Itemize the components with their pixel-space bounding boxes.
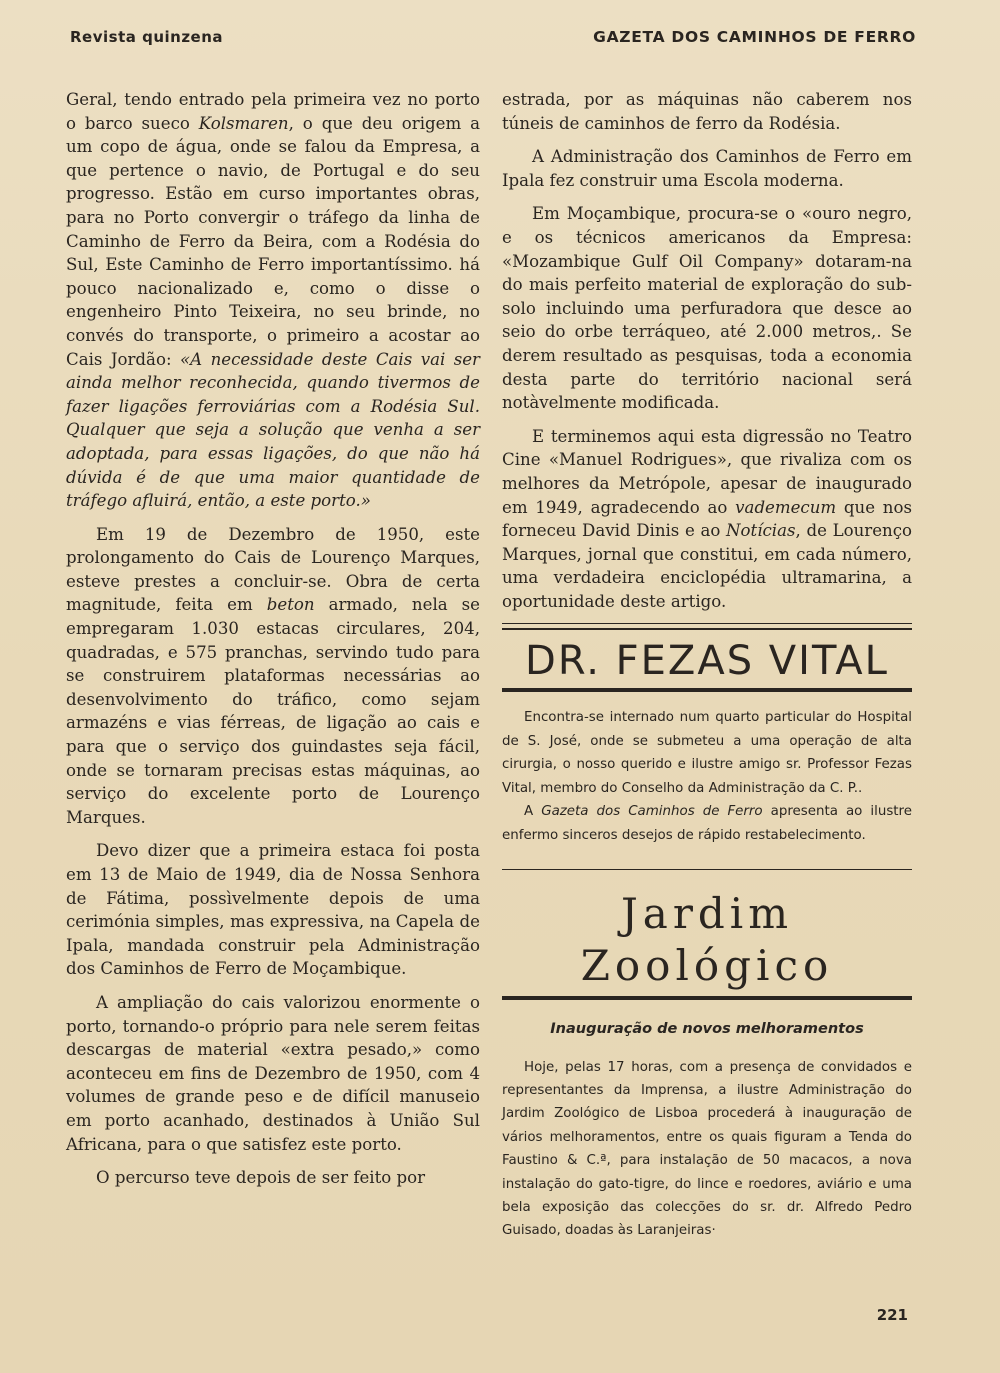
page-number: 221: [876, 1306, 908, 1324]
text-run: que nos forneceu David Dinis e ao: [502, 497, 912, 541]
text-run: A: [524, 804, 542, 820]
paragraph: A ampliação do cais valorizou enormente o porto, tornando-o próprio para nele serem feitas descargas de material «extra pesado,» como aconteceu em fins de Dezembro de 1950, com 4 volumes de grande peso e de difícil manuseio em porto acanhado, destinados à União Sul Africana, para o que satisfez este porto.: [66, 992, 480, 1154]
heading-underline: [502, 688, 912, 692]
text-run: E terminemos aqui esta digressão no Teatro Cine «Manuel Rodrigues», que rivaliza com os melhores da Metrópole, apesar de inaugurado em 1949, agradecendo ao: [502, 426, 912, 517]
paragraph: estrada, por as máquinas não caberem nos túneis de caminhos de ferro da Rodésia.: [502, 90, 912, 133]
text-run: Geral, tendo entrado pela primeira vez no porto o barco sueco: [66, 90, 480, 133]
publication-name: Gazeta dos Caminhos de Ferro: [541, 804, 763, 820]
left-column: [66, 88, 480, 1200]
ship-name: Kolsmaren: [198, 113, 289, 133]
paragraph: Devo dizer que a primeira estaca foi posta em 13 de Maio de 1949, dia de Nossa Senhora de Fátima, possìvelmente depois de uma cerimónia simples, mas expressiva, na Capela de Ipala, mandada construir pela Administração dos Caminhos de Ferro de Moçambique.: [66, 841, 480, 979]
emphasis: vademecum: [735, 497, 837, 517]
header-publication-title: GAZETA DOS CAMINHOS DE FERRO: [593, 28, 916, 46]
paragraph: A Administração dos Caminhos de Ferro em Ipala fez construir uma Escola moderna.: [502, 147, 912, 190]
paragraph: [502, 800, 912, 847]
paragraph: [502, 425, 912, 614]
heading-underline: [502, 996, 912, 1000]
jardim-zoologico-heading: Jardim Zoológico: [580, 888, 834, 990]
emphasis: beton: [266, 595, 315, 615]
quotation: «A necessidade deste Cais vai ser ainda melhor reconhecida, quando tivermos de fazer ligações ferroviárias com a Rodésia Sul. Qualquer que seja a solução que venha a ser adoptada, para essas ligações, do que não há dúvida é de que uma maior quantidade de tráfego afluirá, então, a este porto.»: [66, 349, 480, 511]
text-run: Em 19 de Dezembro de 1950, este prolongamento do Cais de Lourenço Marques, esteve prestes a concluir-se. Obra de certa magnitude, feita em: [66, 524, 480, 615]
header-section-title: Revista quinzena: [70, 28, 224, 46]
section-divider: [502, 623, 912, 630]
paragraph: [66, 88, 480, 513]
zoo-article: [502, 1056, 912, 1243]
section-divider: [502, 869, 912, 870]
newspaper-name: Notícias: [726, 521, 796, 541]
text-run: , o que deu origem a um copo de água, onde se falou da Empresa, a que pertence o navio, de Portugal e do seu progresso. Estão em curso importantes obras, para no Porto convergir o tráfego da linha de Caminho de Ferro da Beira, com a Rodésia do Sul, Este Caminho de Ferro importantíssimo. há pouco nacionalizado e, como o disse o engenheiro Pinto Teixeira, no seu brinde, no convés do transporte, o primeiro a acostar ao Cais Jordão:: [66, 113, 480, 369]
right-column: [502, 88, 912, 1243]
paragraph: Encontra-se internado num quarto particular do Hospital de S. José, onde se submeteu a uma operação de alta cirurgia, o nosso querido e ilustre amigo sr. Professor Fezas Vital, membro do Conselho da Administração da C. P..: [502, 710, 912, 796]
text-run: , de Lourenço Marques, jornal que constitui, em cada número, uma verdadeira enciclopédia ultramarina, a oportunidade deste artigo.: [502, 521, 912, 611]
paragraph: O percurso teve depois de ser feito por: [96, 1168, 426, 1188]
text-run: apresenta ao ilustre enfermo sinceros desejos de rápido restabelecimento.: [502, 804, 912, 843]
paragraph: Hoje, pelas 17 horas, com a presença de convidados e representantes da Imprensa, a ilustre Administração do Jardim Zoológico de Lisboa procederá à inauguração de vários melhoramentos, entre os quais figuram a Tenda do Faustino & C.ª, para instalação de 50 macacos, a nova instalação do gato-tigre, do lince e roedores, aviário e uma bela exposição das colecções do sr. dr. Alfredo Pedro Guisado, doadas às Laranjeiras·: [502, 1059, 912, 1239]
fezas-vital-article: [502, 706, 912, 846]
fezas-vital-heading: DR. FEZAS VITAL: [525, 638, 889, 685]
zoo-subtitle: Inauguração de novos melhoramentos: [550, 1020, 864, 1037]
paragraph: [66, 523, 480, 830]
text-run: armado, nela se empregaram 1.030 estacas circulares, 204, quadradas, e 575 pranchas, servindo tudo para se construirem plataformas necessárias ao desenvolvimento do tráfico, como sejam armazéns e vias férreas, de ligação ao cais e para que o serviço dos guindastes seja fácil, onde se tornaram precisas estas máquinas, ao serviço do excelente porto de Lourenço Marques.: [66, 595, 480, 827]
paragraph: Em Moçambique, procura-se o «ouro negro, e os técnicos americanos da Empresa: «Mozambique Gulf Oil Company» dotaram-na do mais perfeito material de exploração do sub-solo incluindo uma perfuradora que desce ao seio do orbe terráqueo, até 2.000 metros,. Se derem resultado as pesquisas, toda a economia desta parte do território nacional será notàvelmente modificada.: [502, 204, 912, 413]
